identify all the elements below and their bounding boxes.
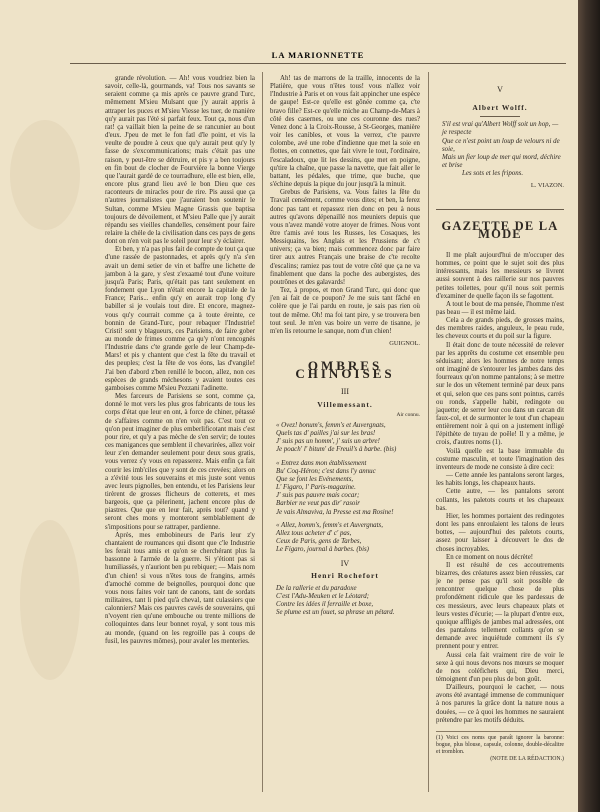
verse-line: Ceux de Paris, gens de Tarbes,	[276, 537, 362, 545]
portrait-name: Albert Wolff.	[472, 103, 528, 113]
paragraph: Cette autre, — les pantalons seront collants, les paletots courts et les chapeaux bas.	[436, 488, 564, 512]
verse-block	[436, 121, 564, 178]
footnote-signature: (NOTE DE LA RÉDACTION.)	[490, 755, 564, 762]
book-spine	[578, 0, 600, 812]
paragraph: D'ailleurs, pourquoi le cacher, — nous avons été avantagé immense de communiquer à nos parures la grâce dont la nature nous a douées, — ce à quoi les hommes ne sauraient prétendre par les motifs déduits.	[436, 684, 564, 724]
footnote	[436, 731, 564, 763]
section-numeral: III	[341, 387, 349, 397]
header-rule	[70, 63, 566, 64]
section-title-ombres: OMBRES CHINOISES	[295, 358, 395, 382]
paragraph: Cela a de grands pieds, de grosses mains, des membres raides, anguleux, le peau rude, les cheveux courts et du poil sur la figure.	[436, 317, 564, 341]
verse-line: « Entrez dans mon établissement	[276, 459, 367, 467]
verse-line: Contre les idées il ferraille et boxe,	[276, 600, 374, 608]
column-middle	[270, 75, 420, 617]
section-title-gazette: GAZETTE DE LA MODE	[436, 209, 564, 238]
verse-line: Le Figaro, journal à barbes. (bis)	[276, 546, 369, 554]
verse-line: Je vais Almaviva, la Presse est ma Rosine!	[276, 508, 394, 516]
column-divider	[262, 72, 263, 792]
paragraph: Après, mes embobineurs de Paris leur z'y chantaient de roumances qui disont que c'le Industrie les ferait tous amis et qu'on se cherchérant plus la bassonne à l'armée de la guerre. Si y'étiont pas si humiliassés, y n'auriont ben pu rebiquer; — Mais nom d'un chien! si vous n'êtes tous de frangins, armés d'amoché comme de beignolles, pourquoi donc que vous nous faites voir tant de canons, tant de sordats militaires, tant li pied qu'à cheval, tant culassiers que calonniers? Mais ces pauvres cavés de souverains, qui n'voyent rien qu'une embouche ou trente millions de colloquintes dans leur bonnet royal, y sont tous mis au monde, (quand on les regroille pas à coups de fusil, les pauvres mômes), pour avaler les menteries.	[105, 531, 255, 645]
portrait-name: Villemessant.	[317, 399, 373, 409]
paragraph: Tez, à propos, et mon Grand Turc, qui donc que j'en ai fait de ce poupon? Je me suis tant fâché en colère que je l'ai pardu en route, je sais pas rien où tout de même. Oh! ma foi tant pire, y se trouvera ben tout seul. Je m'en vas boire un verre de tisanne, je m'en lis retourne le sanque, nom d'un chien!	[270, 287, 420, 335]
footnote-text: (1) Voici ces noms que paraît ignorer la baronne: bogue, plus blouse, capsule, colonne, double-décalitre et tromblon.	[436, 734, 564, 755]
verse-block	[270, 585, 420, 618]
paragraph: — Cette année les pantalons seront larges, les habits longs, les chapeaux hauts.	[436, 472, 564, 488]
paragraph: A tout le bout de ma pensée, l'homme n'est pas beau — il est même laid.	[436, 300, 564, 316]
column-divider	[428, 72, 429, 792]
paragraph: Et ben, y n'a pas plus fait de compte de tout ça que d'une rassée de pastonnades, et après qu'y n'a s'en avait un demi setier de vin et baffre une lichette de jambon à la gare, y s'est z'exaamé tout d'une voiture jusqu'à Paris; Paris, qu'était pas tant seulement en fondement que Lyon n'était encore la capitale de la France; Paris... enfin qu'y en aurait trop long d'y babiller si je voulais tout dire. Et encore, magnez-vous qu'y courrait comme ça à toute éreinte, ce bonnin de Grand-Turc, pour rebaquer l'Industrie! Cristi! sont y blagueurs, ces Parisiens, de faire gober au monde de frimes comme ça qu'y n'ont rencognés l'Industrie dans c'te grande gerle de leur Champ-de-Mars! et pis y chantent que c'est la fête du travail et des peuples; c'est la fête de vos éons, las d'vangile! J'ai ben d'abord z'ben renillé le bocon, allez, non ces espèces de grands méchesons y avaient toutes ces gamboises comme M'sieu Pezzani l'adinette.	[105, 246, 255, 392]
signature: GUIGNOL.	[389, 340, 420, 347]
section-numeral: IV	[340, 559, 350, 569]
paragraph: En ce moment on nous décrète!	[446, 553, 534, 561]
verse-line: Se plume est un fouet, sa phrase un pétard.	[276, 609, 395, 617]
verse-line: S'il est vrai qu'Albert Wolff soit un hop, — je respecte	[442, 121, 559, 137]
verse-line: De la rallerie et du paradoxe	[276, 584, 357, 592]
paragraph: Il est résulté de ces accoutrements bizarres, des créatures assez bien réussies, car je ne pense pas qu'il soit possible de rencontrer quelque chose de plus profondément ridicule que les pardessus de ces messieurs, avec leurs chapeaux plats et leurs vestes d'écurie; — la plupart d'entre eux, quoique affligés de jambes mal adressées, ont des pantalons tellement collants qu'on se demande avec inquiétude comment ils s'y prennent pour y entrer.	[436, 561, 564, 651]
verse-line: Quels tas d' pailles j'ai sur les bras!	[276, 430, 376, 438]
verse-line: C'est l'Adu-Meuken et le Léotard;	[276, 592, 370, 600]
verse-line: Que ce n'est point un loup de velours ni de soie,	[442, 137, 560, 153]
verse-line: J' suis pas pauvre mais cocar;	[276, 492, 360, 500]
verse-line: Barbier ne veut pas dir' rasoir	[276, 500, 360, 508]
paragraph: Voilà quelle est la base immuable du costume masculin, et toute l'imagination des inventeurs de mode ne consiste à dire ceci:	[436, 447, 564, 471]
portrait-name: Henri Rochefort	[311, 571, 379, 581]
paragraph: Ah! tas de marrons de la traille, innocents de la Platière, que vous n'êtes tous! vous n'allez voir l'Industrie à Paris et on vous fait appincher une espèce de gaupe! Est-ce qu'elle est gônée comme ça, c'te bravo fille? Est-ce qu'elle miche au Champ-de-Mars à côté des casernes, ou une ces couronne des rues? Venez donc à la Croix-Rousse, à St-Georges, manière voir les canibles, et vous la verrez, c'te pauvre colombe, avé une robe d'indienne que met la soie en flottes, en connettes, que fait vivre le tout, l'ordinaire, l'escaladoux, que lit les dessins, que met en poigne, qu'tire la chaîne, que passe la navette, que fait aller le battant, les pédales, que trime, que buche, que s'échine depuis la pique du jour jusqu'à la minuit.	[270, 75, 420, 189]
paragraph: Il était donc de toute nécessité de relever par les apprêts du costume cet ensemble peu séduisant; alors les hommes de notre temps ont imaginé de s'entourer les jambes dans des fourreaux qu'on nomme pantalons; à se mettre sur le dos un vêtement terminé par deux pans et qui, selon que ces pans sont pointus, carrés ou ronds, s'appelle habit, redingote ou jaquette; de serrer leur cou dans un carcan dit faux-col, et de surmonter le tout d'un chapeau entièrement noir à qui on a justement infligé l'épithète de tuyau de poêle! Il y a même, je crois, d'autres noms (1).	[436, 341, 564, 447]
page-header	[70, 50, 566, 60]
verse-line: Que se font les Evénements,	[276, 475, 354, 483]
verse-line: Mais un fier loup de mer qui mord, déchire et brise	[442, 153, 561, 170]
verse-line: Bu' Coq-Héron; c'est dans l'y annuc	[276, 467, 376, 475]
verse-line: « Allez, homm's, femm's et Auvergnats,	[276, 521, 383, 529]
paragraph: grande révolution. — Ah! vous voudriez bien la savoir, celle-là, gourmands, va! Tous nos savants se seraient comme ça mis après ce pauvre grand Turc, mêmement M'sieu Mulsant que j'y aurait appris à attraper les puces et M'sieu Viesse les tuer, de manière qu'y aurait pas l'été si parfait feux. Tout ça, nous d'un rat! ça vaillait bien la peine de se rancunier au bout d'eux. J'peu de met le fon fatl d'le point, et vis la veulte de poudre à ceux que qu'y aurait peut qu'y ly fasse de s'excommunications; mais c'était pas une raison, y peut-être se détruire, et pis y a ben toujours en fin bout de clocher de Fourvière la bonne Vierge que l'aurait gardé de ce tourradhure, elle est bien, elle, encore plus grand lieu avé le bon Dieu que ces raconteurs de miracles pour de rire. Pis aussi que ça n'autres journalistes que j'auraient bon soutenir le Sultan, comme M'sieu Magne Grassis que baptisa toujours de dévoilement, et M'sieu Palle que j'y aurait répandu ses vieilles chandelles, censément pour faire relaire la chèle de la civilisation dans ces pays de gens dont on n'en voit pas le soleil pour leur s'y éclairer.	[105, 75, 255, 246]
column-left	[105, 75, 255, 646]
journal-title: LA MARIONNETTE	[271, 50, 365, 60]
paragraph: Hier, les hommes portaient des redingotes dont les pans enroulaient les talons de leurs bottes, — aujourd'hui des paletots courts, assez pour laisser à découvert le dos de choses incroyables.	[436, 512, 564, 553]
paragraph: Aussi cela fait vraiment rire de voir le sexe à qui nous devons nos mœurs se moquer de nos coléfichets qui, Dieu merci, témoignent d'un peu plus de bon goût.	[436, 651, 564, 683]
paragraph: Mes farceurs de Parisiens se sont, comme ça, donné le mot vers les plus gros fabricants de tous les corps d'état que leur en ont, à force de chiner, pétassé de s'affaires comme on n'en voit pas. C'est tout ce qu'on peut imaginer de plus emberlificotant mais c'est pour rire, et qu'y a pas mèche de s'en servir; de toutes ces manigances que semblent il chevarirées, allez voir leur z'en demander seulement pour deux sous gratis, vous verrez s'y vous en repasserez. Mais enfin ça fait courir les imb'ciles que y sont de ces crevées; alors on a z'évité tous les souverains et mis juste sont venus avec leurs pignolles, ben entendu, et les Parisiens leur tirèrent de grosses flicheurs de cotterets, et mes bargeois, que ça pèlerinent, jachent encore plus de piastres. Que que en leur fait, après tout? quand y seront ches mons y monteront semblablement de s'impositions pour se rattraper, pardienne.	[105, 393, 255, 531]
paragraph: Grebus de Parisiens, va. Vous faites la fête du Travail censément, comme vous dites; et ben, la ferez donc pas tant et repassez rien donc en peu à nous autres qu'avons dépenaillé nos meuniers depuis que vous n'avez mandé votre atoyer de frimes. Nous vont être t'amis avé tous les Russes, les Cosaques, les Messiquains, les Anglais et les Prussiens de c't univers; ça va bien; mais commencez donc par faire tirer aux autres Français une braise de c'te recolte d'escalins; ramiez pas tout de votre côté que ça ne va finablement que dans la poche des aubergistes, des poutrônes et des galavards!	[270, 189, 420, 286]
short-rule	[480, 116, 520, 117]
paragraph: Il me plaît aujourd'hui de m'occuper des hommes, ce point que le sujet soit des plus intéressants, mais les messieurs se livrent aussi souvent à des raillerie sur nos pauvres petites toilettes, pour qu'il nous soit permis d'examiner de quelle façon ils se fagottent.	[436, 251, 564, 300]
verse-line: J' suis pas un homm', j' suis un arbre!	[276, 438, 380, 446]
verse-block	[270, 422, 420, 554]
verse-line: Allez tous acheter d' c' pas,	[276, 529, 352, 537]
signature: L. VIAZON.	[530, 182, 564, 190]
verse-line: Je poach' l' bitum' de Freuil's à barbe. (bis)	[276, 446, 397, 454]
epigraph-source: Air connu.	[396, 411, 420, 418]
section-numeral: V	[497, 85, 503, 94]
verse-line: L' Figaro, l' Paris-magazine.	[276, 484, 356, 492]
verse-line: « Ovez! bonum's, femm's et Auvergnats,	[276, 421, 386, 429]
column-right	[436, 80, 564, 763]
paper-stain	[20, 520, 80, 680]
paper-stain	[10, 120, 80, 230]
verse-line: Les sots et les fripons.	[462, 170, 524, 178]
